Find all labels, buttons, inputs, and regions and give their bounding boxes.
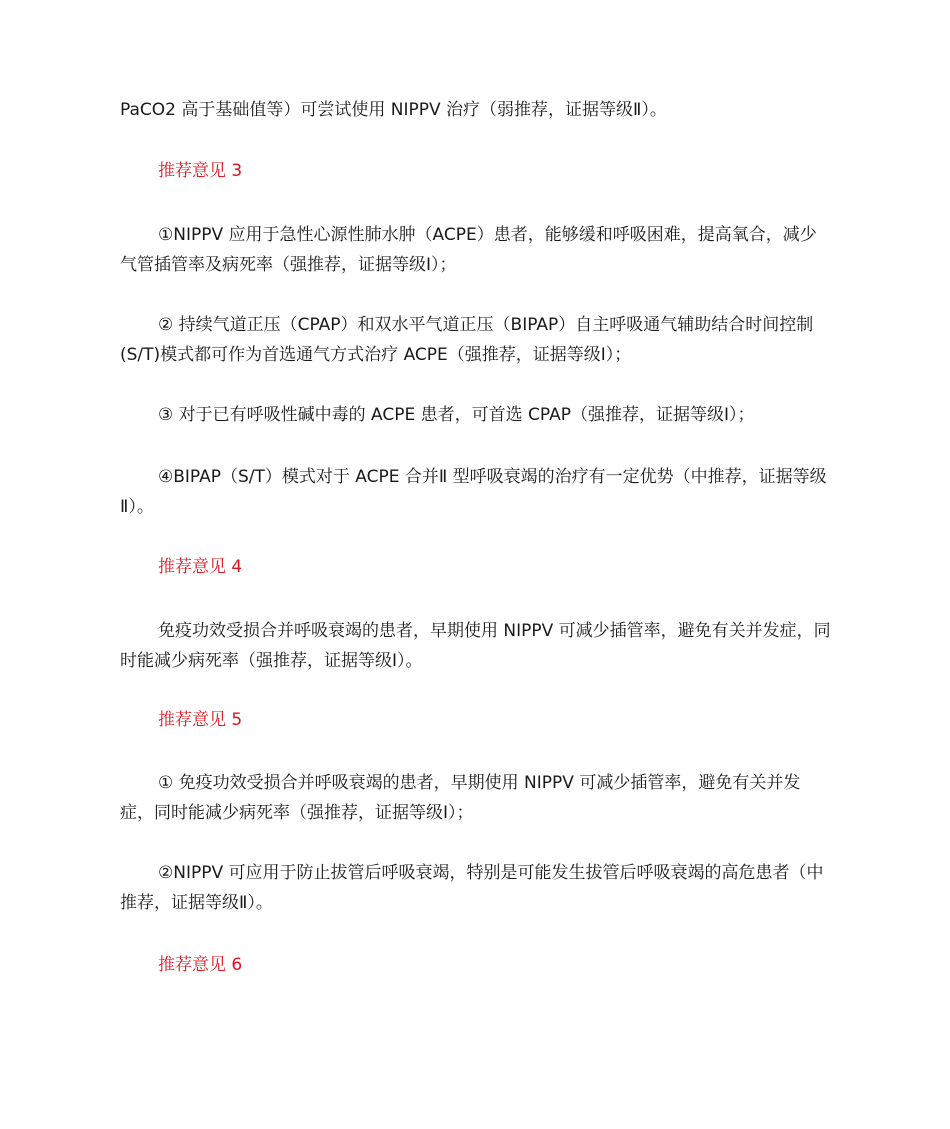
recommendation-4-item-1 <box>120 616 832 676</box>
recommendation-3-item-2 <box>120 310 832 370</box>
recommendation-4-item-1-text: 免疫功效受损合并呼吸衰竭的患者，早期使用 NIPPV 可减少插管率，避免有关并发症，同时能减少病死率（强推荐，证据等级Ⅰ）。 <box>120 621 831 671</box>
recommendation-5-item-1 <box>120 768 832 828</box>
recommendation-3-item-3-text: ③ 对于已有呼吸性碱中毒的 ACPE 患者，可首选 CPAP（强推荐，证据等级Ⅰ）； <box>158 405 755 425</box>
recommendation-3-item-1-text: ①NIPPV 应用于急性心源性肺水肿（ACPE）患者，能够缓和呼吸困难，提高氧合，减少气管插管率及病死率（强推荐，证据等级Ⅰ）； <box>120 225 817 275</box>
recommendation-3-item-4 <box>120 462 832 522</box>
recommendation-5-heading: 推荐意见 5 <box>158 710 243 730</box>
recommendation-3-item-1 <box>120 220 832 280</box>
recommendation-5-item-2-text: ②NIPPV 可应用于防止拔管后呼吸衰竭，特别是可能发生拔管后呼吸衰竭的高危患者（中推荐，证据等级Ⅱ）。 <box>120 863 824 913</box>
recommendation-3-item-4-text: ④BIPAP（S/T）模式对于 ACPE 合并Ⅱ 型呼吸衰竭的治疗有一定优势（中推荐，证据等级Ⅱ）。 <box>120 467 827 517</box>
recommendation-5-item-2 <box>120 858 832 918</box>
recommendation-4-heading: 推荐意见 4 <box>158 557 243 577</box>
recommendation-6-heading: 推荐意见 6 <box>158 955 243 975</box>
recommendation-5-item-1-text: ① 免疫功效受损合并呼吸衰竭的患者，早期使用 NIPPV 可减少插管率，避免有关并发症，同时能减少病死率（强推荐，证据等级Ⅰ）； <box>120 773 801 823</box>
recommendation-3-item-3 <box>120 400 832 430</box>
recommendation-3-item-2-text: ② 持续气道正压（CPAP）和双水平气道正压（BIPAP）自主呼吸通气辅助结合时间控制(S/T)模式都可作为首选通气方式治疗 ACPE（强推荐，证据等级Ⅰ）； <box>120 315 814 365</box>
recommendation-3-heading: 推荐意见 3 <box>158 161 243 181</box>
intro-line: PaCO2 高于基础值等）可尝试使用 NIPPV 治疗（弱推荐，证据等级Ⅱ）。 <box>120 100 667 120</box>
